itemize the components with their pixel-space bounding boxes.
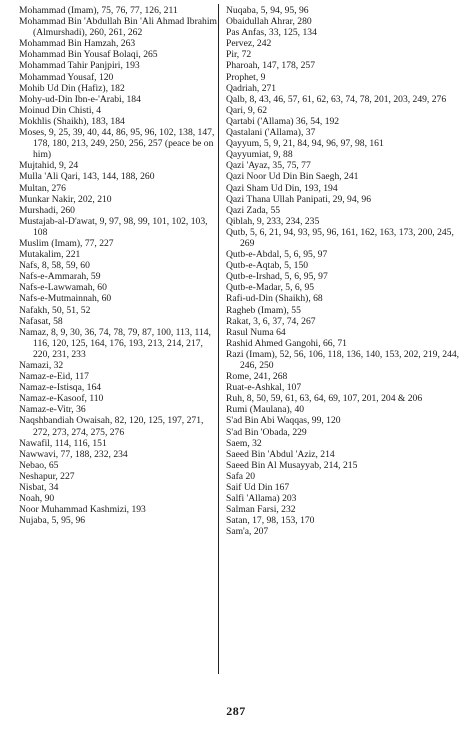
index-entry: Safa 20 — [226, 470, 256, 482]
index-entry: Mustajab-al-D'awat, 9, 97, 98, 99, 101, 102, 103, 108 — [19, 215, 208, 238]
index-entry: Nuqaba, 5, 94, 95, 96 — [226, 5, 309, 16]
index-entry: Prophet, 9 — [226, 71, 266, 83]
index-entry: Mokhlis (Shaikh), 183, 184 — [19, 115, 125, 127]
index-entry: Razi (Imam), 52, 56, 106, 118, 136, 140, 153, 202, 219, 244, 246, 250 — [226, 348, 460, 371]
index-entry: Nawwavi, 77, 188, 232, 234 — [19, 448, 128, 460]
index-entry: Moses, 9, 25, 39, 40, 44, 86, 95, 96, 102, 138, 147, 178, 180, 213, 249, 250, 256, 257 (peace be on him) — [19, 127, 215, 161]
index-entry: Nafasat, 58 — [19, 315, 63, 327]
index-entry: Nafs-e-Lawwamah, 60 — [19, 282, 107, 294]
index-entry: Naqshbandiah Owaisah, 82, 120, 125, 197, 271, 272, 273, 274, 275, 276 — [19, 415, 204, 438]
index-entry: Nafakh, 50, 51, 52 — [19, 304, 91, 316]
index-entry: Qari, 9, 62 — [226, 104, 268, 116]
index-entry: Murshadi, 260 — [19, 204, 75, 216]
column-divider — [218, 4, 219, 674]
index-entry: Mohammad Bin Yousaf Bolaqi, 265 — [19, 49, 158, 61]
index-entry: Qazi Noor Ud Din Bin Saegh, 241 — [226, 171, 359, 183]
index-entry: Namazi, 32 — [19, 360, 64, 371]
index-entry: Sam'a, 207 — [226, 526, 269, 538]
index-entry: Namaz-e-Kasoof, 110 — [19, 393, 104, 405]
index-entry: Rashid Ahmed Gangohi, 66, 71 — [226, 337, 347, 349]
index-entry: Namaz-e-Eid, 117 — [19, 371, 89, 383]
index-entry: Qazi 'Ayaz, 35, 75, 77 — [226, 160, 311, 172]
index-entry: Qutb-e-Madar, 5, 6, 95 — [226, 282, 315, 294]
index-entry: Rasul Numa 64 — [226, 326, 286, 338]
index-entry: Pharoah, 147, 178, 257 — [226, 60, 315, 72]
index-entry: Qastalani ('Allama), 37 — [226, 127, 316, 139]
index-entry: Qiblah, 9, 233, 234, 235 — [226, 215, 320, 227]
index-entry: Ruat-e-Ashkal, 107 — [226, 382, 302, 394]
index-entry: Rakat, 3, 6, 37, 74, 267 — [226, 315, 316, 327]
index-entry: Mohib Ud Din (Hafiz), 182 — [19, 82, 125, 94]
index-entry: Qayyumiat, 9, 88 — [226, 149, 293, 161]
index-entry: Namaz-e-Istisqa, 164 — [19, 382, 102, 394]
index-entry: Saem, 32 — [226, 437, 262, 449]
index-entry: Mohammad Bin Hamzah, 263 — [19, 38, 136, 50]
index-entry: Qazi Thana Ullah Panipati, 29, 94, 96 — [226, 193, 372, 205]
index-entry: Saeed Bin 'Abdul 'Aziz, 214 — [226, 448, 335, 460]
index-entry: Qazi Zada, 55 — [226, 204, 281, 216]
index-entry: Nisbat, 34 — [19, 482, 59, 494]
index-entry: Muslim (Imam), 77, 227 — [19, 237, 114, 249]
index-entry: Saeed Bin Al Musayyab, 214, 215 — [226, 459, 358, 471]
index-entry: Noah, 90 — [19, 493, 55, 505]
index-entry: Mohammad Yousaf, 120 — [19, 71, 114, 83]
index-entry: Mohammad (Imam), 75, 76, 77, 126, 211 — [19, 5, 178, 16]
index-entry: Pervez, 242 — [226, 38, 272, 50]
index-entry: Nebao, 65 — [19, 459, 59, 471]
index-entry: Qayyum, 5, 9, 21, 84, 94, 96, 97, 98, 161 — [226, 138, 384, 150]
index-entry: S'ad Bin 'Obada, 229 — [226, 426, 307, 438]
index-entry: Nafs-e-Mutmainnah, 60 — [19, 293, 112, 305]
index-entry: S'ad Bin Abi Waqqas, 99, 120 — [226, 415, 341, 427]
index-entry: Satan, 17, 98, 153, 170 — [226, 515, 315, 527]
index-entry: Mutakalim, 221 — [19, 249, 81, 261]
index-entry: Obaidullah Ahrar, 280 — [226, 16, 312, 28]
index-entry: Neshapur, 227 — [19, 470, 75, 482]
index-entry: Ruh, 8, 50, 59, 61, 63, 64, 69, 107, 201, 204 & 206 — [226, 393, 423, 405]
index-entry: Mulla 'Ali Qari, 143, 144, 188, 260 — [19, 171, 155, 183]
index-entry: Rumi (Maulana), 40 — [226, 404, 305, 416]
index-entry: Rafi-ud-Din (Shaikh), 68 — [226, 293, 323, 305]
index-entry: Salfi 'Allama) 203 — [226, 493, 297, 505]
index-entry: Moinud Din Chisti, 4 — [19, 104, 102, 116]
index-entry: Qalb, 8, 43, 46, 57, 61, 62, 63, 74, 78, 201, 203, 249, 276 — [226, 93, 447, 105]
index-entry: Qutb, 5, 6, 21, 94, 93, 95, 96, 161, 162, 163, 173, 200, 245, 269 — [226, 226, 454, 249]
index-entry: Noor Muhammad Kashmizi, 193 — [19, 504, 146, 516]
index-entry: Salman Farsi, 232 — [226, 504, 296, 516]
index-column-left — [19, 5, 219, 526]
index-entry: Ragheb (Imam), 55 — [226, 304, 301, 316]
index-entry: Qutb-e-Aqtab, 5, 150 — [226, 260, 309, 272]
index-entry: Mohammad Tahir Panjpiri, 193 — [19, 60, 140, 72]
index-entry: Qartabi ('Allama) 36, 54, 192 — [226, 115, 340, 127]
index-entry: Qutb-e-Irshad, 5, 6, 95, 97 — [226, 271, 328, 283]
index-entry: Qutb-e-Abdal, 5, 6, 95, 97 — [226, 249, 328, 261]
index-entry: Nujaba, 5, 95, 96 — [19, 515, 86, 527]
index-entry: Nafs, 8, 58, 59, 60 — [19, 260, 90, 272]
index-entry: Namaz, 8, 9, 30, 36, 74, 78, 79, 87, 100, 113, 114, 116, 120, 125, 164, 176, 193, 213, 214, 217, 220, 231, 233 — [19, 326, 211, 360]
index-entry: Nawafil, 114, 116, 151 — [19, 437, 107, 449]
index-entry: Munkar Nakir, 202, 210 — [19, 193, 112, 205]
index-column-right — [226, 5, 462, 538]
index-entry: Qadriah, 271 — [226, 82, 277, 94]
index-entry: Multan, 276 — [19, 182, 66, 194]
index-entry: Mohammad Bin 'Abdullah Bin 'Ali Ahmad Ibrahim (Almurshadi), 260, 261, 262 — [19, 16, 217, 39]
index-entry: Pir, 72 — [226, 49, 252, 61]
index-entry: Qazi Sham Ud Din, 193, 194 — [226, 182, 338, 194]
index-entry: Nafs-e-Ammarah, 59 — [19, 271, 101, 283]
index-entry: Pas Anfas, 33, 125, 134 — [226, 27, 317, 39]
index-entry: Namaz-e-Vitr, 36 — [19, 404, 86, 416]
index-entry: Mujtahid, 9, 24 — [19, 160, 79, 172]
index-entry: Rome, 241, 268 — [226, 371, 288, 383]
index-entry: Mohy-ud-Din Ibn-e-'Arabi, 184 — [19, 93, 141, 105]
index-entry: Saif Ud Din 167 — [226, 482, 290, 494]
page-number: 287 — [226, 704, 246, 718]
